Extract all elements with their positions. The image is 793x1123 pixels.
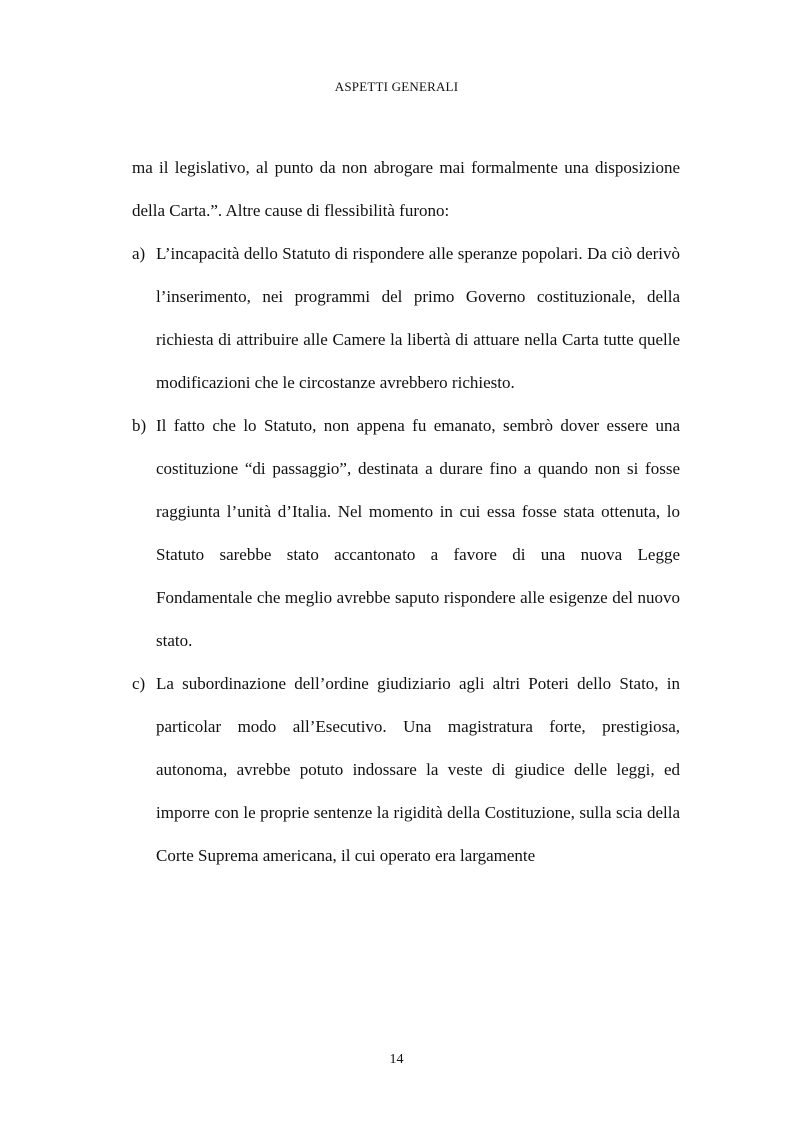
cause-list: [132, 232, 680, 877]
list-item-a: [132, 232, 680, 404]
list-marker: a): [132, 244, 146, 263]
intro-paragraph: ma il legislativo, al punto da non abrogare mai formalmente una disposizione della Carta.”. Altre cause di flessibilità furono:: [132, 158, 680, 220]
list-marker: c): [132, 674, 146, 693]
body-text: [132, 146, 680, 877]
list-marker: b): [132, 416, 147, 435]
list-item-text: La subordinazione dell’ordine giudiziario agli altri Poteri dello Stato, in particolar modo all’Esecutivo. Una magistratura forte, prestigiosa, autonoma, avrebbe potuto indossare la veste di giudice delle leggi, ed imporre con le proprie sentenze la rigidità della Costituzione, sulla scia della Corte Suprema americana, il cui operato era largamente: [156, 674, 680, 865]
list-item-c: [132, 662, 680, 877]
list-item-text: Il fatto che lo Statuto, non appena fu emanato, sembrò dover essere una costituzione “di passaggio”, destinata a durare fino a quando non si fosse raggiunta l’unità d’Italia. Nel momento in cui essa fosse stata ottenuta, lo Statuto sarebbe stato accantonato a favore di una nuova Legge Fondamentale che meglio avrebbe saputo rispondere alle esigenze del nuovo stato.: [156, 416, 680, 650]
page-number: 14: [389, 1052, 404, 1067]
running-header: ASPETTI GENERALI: [334, 79, 459, 94]
list-item-b: [132, 404, 680, 662]
list-item-text: L’incapacità dello Statuto di rispondere alle speranze popolari. Da ciò derivò l’inserimento, nei programmi del primo Governo costituzionale, della richiesta di attribuire alle Camere la libertà di attuare nella Carta tutte quelle modificazioni che le circostanze avrebbero richiesto.: [156, 244, 680, 392]
